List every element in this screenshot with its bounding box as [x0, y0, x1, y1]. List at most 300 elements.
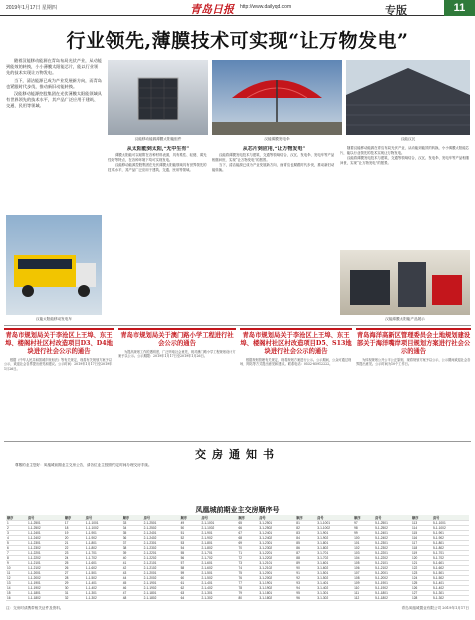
table-cell: 5-1-2501 [374, 521, 411, 526]
table-cell: 47 [122, 591, 143, 596]
table-cell: 4 [6, 536, 27, 541]
table-cell: 20 [64, 536, 85, 541]
table-cell: 34 [122, 526, 143, 531]
table-cell: 5-1-601 [432, 561, 469, 566]
table-header-cell: 顺序 [122, 515, 143, 521]
lead-paragraph: 当下，清洁能源已成为产业发展新方向，而青岛也紧跟时代步伐，推动新旧动能转换。 [6, 77, 102, 89]
table-cell: 1-1-502 [85, 576, 122, 581]
table-cell: 108 [353, 576, 374, 581]
table-cell: 5-1-802 [432, 546, 469, 551]
table-cell: 103 [353, 551, 374, 556]
table-cell: 3-1-401 [316, 581, 353, 586]
table-cell: 5-1-2101 [374, 561, 411, 566]
table-cell: 99 [353, 531, 374, 536]
table-cell: 5-1-602 [432, 566, 469, 571]
table-cell: 3-1-1001 [316, 521, 353, 526]
table-cell: 5-1-702 [432, 556, 469, 561]
main-headline: 行业领先,薄膜技术可实现“让万物发电” [66, 30, 409, 52]
table-cell: 30 [64, 586, 85, 591]
table-cell: 42 [122, 566, 143, 571]
table-cell: 59 [180, 571, 201, 576]
table-cell: 46 [122, 586, 143, 591]
table-cell: 3-1-2202 [258, 556, 295, 561]
body-paragraph: 汉能将薄膜发电技术与建筑、交通等领域结合，汉瓦、发电伞、发电车等产品相继问世，实现“让万物发电”的愿景。 [340, 156, 470, 165]
table-cell: 5-1-301 [432, 591, 469, 596]
table-cell: 1-1-2201 [27, 551, 64, 556]
body-column [340, 146, 470, 246]
table-cell: 11 [6, 571, 27, 576]
table-cell: 55 [180, 551, 201, 556]
table-cell: 17 [64, 521, 85, 526]
table-cell: 73 [237, 561, 258, 566]
table-cell: 3-1-2301 [258, 541, 295, 546]
table-cell: 3-1-2502 [258, 526, 295, 531]
table-cell: 1-1-402 [85, 586, 122, 591]
table-cell: 49 [180, 521, 201, 526]
table-cell: 25 [64, 561, 85, 566]
table-cell: 125 [411, 581, 432, 586]
notice-block [356, 328, 471, 436]
divider [4, 441, 471, 442]
table-cell: 109 [353, 581, 374, 586]
table-cell: 5-1-402 [432, 586, 469, 591]
table-cell: 120 [411, 556, 432, 561]
table-cell: 89 [295, 561, 316, 566]
table-cell: 76 [237, 576, 258, 581]
table-cell: 5-1-401 [432, 581, 469, 586]
table-cell: 28 [64, 576, 85, 581]
table-cell: 5-1-2002 [374, 576, 411, 581]
table-cell: 16 [6, 596, 27, 601]
table-cell: 106 [353, 566, 374, 571]
table-header-cell: 房号 [85, 515, 122, 521]
notice-title: 青岛海洋高新区管理委员会土地规划建设部关于海洋嘴岸项目规划方案进行社会公示的通告 [356, 332, 471, 355]
table-cell: 115 [411, 531, 432, 536]
footer-note: 注：交房时请携带相关证件及资料。 [6, 606, 64, 610]
table-cell: 92 [295, 576, 316, 581]
table-cell: 2-1-2302 [143, 546, 180, 551]
table-cell: 3-1-1901 [258, 581, 295, 586]
table-cell: 6 [6, 546, 27, 551]
table-cell: 64 [180, 596, 201, 601]
table-cell: 1-1-2002 [27, 576, 64, 581]
table-row [6, 596, 469, 601]
table-cell: 5-1-302 [432, 596, 469, 601]
table-cell: 2-1-1901 [143, 581, 180, 586]
table-cell: 74 [237, 566, 258, 571]
lead-column [6, 58, 102, 208]
table-cell: 114 [411, 526, 432, 531]
body-paragraph: 当下，清洁能源已成为产业发展新方向，而青岛也紧跟时代步伐，推动新旧动能转换。 [212, 163, 335, 172]
table-cell: 118 [411, 546, 432, 551]
table-cell: 87 [295, 551, 316, 556]
table-cell: 33 [122, 521, 143, 526]
table-cell: 2-1-901 [201, 531, 238, 536]
table-cell: 62 [180, 586, 201, 591]
table-cell: 8 [6, 556, 27, 561]
table-cell: 1-1-2101 [27, 561, 64, 566]
section-name: 专版 [385, 4, 407, 17]
solar-module-illustration [108, 60, 208, 135]
table-cell: 1-1-2402 [27, 536, 64, 541]
table-cell: 1 [6, 521, 27, 526]
table-cell: 5-1-2301 [374, 541, 411, 546]
table-cell: 2-1-2402 [143, 536, 180, 541]
table-cell: 80 [237, 596, 258, 601]
table-cell: 3-1-1002 [316, 526, 353, 531]
table-cell: 1-1-302 [85, 596, 122, 601]
table-cell: 1-1-1901 [27, 581, 64, 586]
table-cell: 14 [6, 586, 27, 591]
notice-title: 青岛市规划局关于李沧区上王埠、东王埠、楼阁村社区村改造项目D5、S13地块进行社会公示的通告 [240, 332, 352, 355]
table-cell: 5-1-801 [432, 541, 469, 546]
table-cell: 82 [295, 526, 316, 531]
table-cell: 5-1-501 [432, 571, 469, 576]
table-cell: 5-1-1802 [374, 596, 411, 601]
table-cell: 5-1-1901 [374, 581, 411, 586]
table-cell: 75 [237, 571, 258, 576]
table-cell: 22 [64, 546, 85, 551]
table-cell: 7 [6, 551, 27, 556]
table-cell: 2-1-501 [201, 571, 238, 576]
table-header-cell: 房号 [374, 515, 411, 521]
body-paragraph: 薄膜太阳能可以贴附在各种材料表面，具有柔性、轻便、弱光性好等特点，在各种环境下均可实现发电。 [108, 153, 207, 162]
notice-title: 青岛市规划局关于澳门路小学工程进行社会公示的通告 [120, 332, 234, 347]
notice-block [240, 328, 352, 436]
table-cell: 3-1-501 [316, 571, 353, 576]
table-cell: 5 [6, 541, 27, 546]
website-url[interactable]: http://www.dailyqd.com [240, 4, 292, 10]
table-cell: 5-1-701 [432, 551, 469, 556]
table-cell: 32 [64, 596, 85, 601]
table-cell: 1-1-901 [85, 531, 122, 536]
table-cell: 5-1-502 [432, 576, 469, 581]
table-cell: 2-1-1002 [201, 526, 238, 531]
jiaofang-intro-text: 尊敬的业主您好：凤凰城前期业主交房公告，请各位业主按照约定时间办理交房手续。 [15, 463, 152, 467]
table-cell: 2-1-401 [201, 581, 238, 586]
table-cell: 3-1-1801 [258, 591, 295, 596]
table-cell: 3-1-402 [316, 586, 353, 591]
table-cell: 3 [6, 531, 27, 536]
table-cell: 1-1-902 [85, 536, 122, 541]
body-paragraph: 汉能移动能源控股集团在光伏薄膜太阳能领域具有世界领先的技术水平，其产品广泛应用于建筑、交通、民用等领域。 [108, 163, 207, 172]
table-cell: 3-1-1802 [258, 596, 295, 601]
table-cell: 5-1-2402 [374, 536, 411, 541]
table-cell: 113 [411, 521, 432, 526]
table-cell: 1-1-1802 [27, 596, 64, 601]
table-cell: 31 [64, 591, 85, 596]
table-cell: 2-1-702 [201, 556, 238, 561]
roof-tile-illustration [346, 60, 470, 135]
table-cell: 54 [180, 546, 201, 551]
photo-caption: 汉能薄膜发电伞 [264, 137, 290, 141]
footer-issuer: 青岛凤凰城置业有限公司 2019年1月17日 [401, 606, 469, 610]
table-cell: 3-1-2401 [258, 531, 295, 536]
table-cell: 24 [64, 556, 85, 561]
section-subhead: 从芯片到应用,“让万物发电” [242, 146, 306, 152]
table-cell: 5-1-1001 [432, 521, 469, 526]
table-cell: 10 [6, 566, 27, 571]
table-cell: 3-1-702 [316, 556, 353, 561]
product-photo [340, 250, 470, 315]
lead-paragraph: 随着汉能移动能源在青岛布局光伏产业，从动能到能效的转换，小小薄膜太阳能芯片，能以行业领先的技术实现让万物发电。 [6, 58, 102, 76]
table-cell: 1-1-1902 [27, 586, 64, 591]
table-cell: 1-1-2001 [27, 571, 64, 576]
table-cell: 3-1-701 [316, 551, 353, 556]
table-cell: 119 [411, 551, 432, 556]
table-cell: 5-1-1902 [374, 586, 411, 591]
table-cell: 36 [122, 536, 143, 541]
table-header-cell: 房号 [316, 515, 353, 521]
table-cell: 78 [237, 586, 258, 591]
table-cell: 38 [122, 546, 143, 551]
table-cell: 1-1-2501 [27, 521, 64, 526]
table-cell: 2-1-301 [201, 591, 238, 596]
table-cell: 72 [237, 556, 258, 561]
table-cell: 94 [295, 586, 316, 591]
table-cell: 2-1-2201 [143, 551, 180, 556]
table-cell: 2-1-801 [201, 541, 238, 546]
table-cell: 112 [353, 596, 374, 601]
table-header-cell: 房号 [432, 515, 469, 521]
table-cell: 91 [295, 571, 316, 576]
table-cell: 2-1-602 [201, 566, 238, 571]
table-cell: 100 [353, 536, 374, 541]
table-cell: 3-1-602 [316, 566, 353, 571]
table-cell: 67 [237, 531, 258, 536]
table-cell: 13 [6, 581, 27, 586]
table-cell: 5-1-2302 [374, 546, 411, 551]
table-cell: 111 [353, 591, 374, 596]
table-cell: 1-1-2502 [27, 526, 64, 531]
table-cell: 128 [411, 596, 432, 601]
table-cell: 85 [295, 541, 316, 546]
body-paragraph: 汉能将薄膜发电技术与建筑、交通等领域结合，汉瓦、发电伞、发电车等产品相继问世，实现“让万物发电”的愿景。 [212, 153, 335, 162]
table-cell: 3-1-2102 [258, 566, 295, 571]
table-cell: 2-1-2501 [143, 521, 180, 526]
table-cell: 5-1-2102 [374, 566, 411, 571]
table-cell: 124 [411, 576, 432, 581]
table-cell: 71 [237, 551, 258, 556]
table-cell: 26 [64, 566, 85, 571]
table-cell: 3-1-2501 [258, 521, 295, 526]
table-cell: 1-1-702 [85, 556, 122, 561]
table-cell: 48 [122, 596, 143, 601]
table-cell: 66 [237, 526, 258, 531]
roof-tile-photo [346, 60, 470, 135]
table-header-cell: 顺序 [353, 515, 374, 521]
table-cell: 2-1-2102 [143, 566, 180, 571]
table-cell: 1-1-701 [85, 551, 122, 556]
table-cell: 5-1-902 [432, 536, 469, 541]
table-cell: 2-1-802 [201, 546, 238, 551]
table-header-cell: 房号 [258, 515, 295, 521]
product-illustration [340, 250, 470, 315]
table-cell: 79 [237, 591, 258, 596]
photo-caption: 汉能汉瓦 [400, 137, 416, 141]
table-cell: 1-1-1002 [85, 526, 122, 531]
table-cell: 3-1-301 [316, 591, 353, 596]
table-cell: 93 [295, 581, 316, 586]
photo-caption: 汉能太阳能移动发电车 [36, 317, 72, 321]
table-cell: 2-1-2502 [143, 526, 180, 531]
body-paragraph: 随着汉能移动能源在青岛布局光伏产业，从动能到能效的转换，小小薄膜太阳能芯片，能以行业领先的技术实现让万物发电。 [340, 146, 470, 155]
photo-caption: 汉能移动能源薄膜太阳能组件 [134, 137, 182, 141]
table-cell: 5-1-2201 [374, 551, 411, 556]
table-cell: 1-1-1801 [27, 591, 64, 596]
table-cell: 53 [180, 541, 201, 546]
table-cell: 2-1-601 [201, 561, 238, 566]
issue-date: 2019年1月17日 星期四 [6, 5, 57, 11]
table-cell: 2 [6, 526, 27, 531]
table-cell: 18 [64, 526, 85, 531]
table-cell: 3-1-2302 [258, 546, 295, 551]
table-header-cell: 顺序 [411, 515, 432, 521]
table-cell: 126 [411, 586, 432, 591]
table-cell: 3-1-1902 [258, 586, 295, 591]
umbrella-illustration [212, 60, 342, 135]
table-cell: 58 [180, 566, 201, 571]
table-cell: 68 [237, 536, 258, 541]
solar-module-photo [108, 60, 208, 135]
table-cell: 1-1-2102 [27, 566, 64, 571]
table-cell: 123 [411, 571, 432, 576]
table-cell: 19 [64, 531, 85, 536]
table-cell: 65 [237, 521, 258, 526]
handover-order-table [6, 515, 469, 601]
table-cell: 3-1-802 [316, 546, 353, 551]
table-cell: 5-1-2401 [374, 531, 411, 536]
table-cell: 117 [411, 541, 432, 546]
table-cell: 69 [237, 541, 258, 546]
table-cell: 2-1-2202 [143, 556, 180, 561]
table-cell: 1-1-802 [85, 546, 122, 551]
table-cell: 21 [64, 541, 85, 546]
table-cell: 52 [180, 536, 201, 541]
table-cell: 23 [64, 551, 85, 556]
table-cell: 3-1-302 [316, 596, 353, 601]
jiaofang-subtitle: 凤凰城前期业主交房顺序号 [195, 505, 280, 514]
table-cell: 101 [353, 541, 374, 546]
table-cell: 2-1-2001 [143, 571, 180, 576]
notice-block [118, 328, 236, 436]
table-cell: 98 [353, 526, 374, 531]
table-cell: 104 [353, 556, 374, 561]
table-cell: 2-1-302 [201, 596, 238, 601]
table-header-cell: 顺序 [6, 515, 27, 521]
table-cell: 2-1-902 [201, 536, 238, 541]
notice-text: 根据《中华人民共和国城乡规划法》等有关规定，现将有关规划方案予以公示，欢迎社会各界提出意见和建议。公示时间：2019年1月17日至2019年1月26日。 [4, 358, 113, 371]
divider [4, 325, 471, 326]
table-cell: 43 [122, 571, 143, 576]
section-subhead: 从太阳能到太阳,“无中生有” [126, 146, 190, 152]
table-cell: 116 [411, 536, 432, 541]
table-cell: 2-1-2301 [143, 541, 180, 546]
table-cell: 81 [295, 521, 316, 526]
table-cell: 39 [122, 551, 143, 556]
table-cell: 1-1-1001 [85, 521, 122, 526]
table-cell: 77 [237, 581, 258, 586]
table-cell: 51 [180, 531, 201, 536]
table-cell: 56 [180, 556, 201, 561]
table-cell: 2-1-1001 [201, 521, 238, 526]
table-cell: 86 [295, 546, 316, 551]
table-cell: 102 [353, 546, 374, 551]
table-cell: 121 [411, 561, 432, 566]
notice-text: 根据规划管理有关规定，现将规划方案进行公示。公示期间，公众可通过现场、网站等方式提出意见和建议。联系电话：0532-85912222。 [240, 358, 352, 367]
jiaofang-intro [8, 463, 468, 501]
table-cell: 35 [122, 531, 143, 536]
table-cell: 2-1-1801 [143, 591, 180, 596]
table-cell: 5-1-2202 [374, 556, 411, 561]
table-cell: 5-1-901 [432, 531, 469, 536]
table-cell: 107 [353, 571, 374, 576]
table-header-cell: 顺序 [180, 515, 201, 521]
newspaper-logo: 青岛日报 [190, 3, 234, 16]
table-cell: 70 [237, 546, 258, 551]
table-cell: 2-1-2101 [143, 561, 180, 566]
table-cell: 3-1-801 [316, 541, 353, 546]
notice-block [4, 328, 114, 436]
table-cell: 50 [180, 526, 201, 531]
table-cell: 5-1-2001 [374, 571, 411, 576]
photo-caption: 汉能薄膜太阳能产品展示 [385, 317, 425, 321]
table-cell: 37 [122, 541, 143, 546]
table-cell: 5-1-2502 [374, 526, 411, 531]
table-cell: 3-1-2101 [258, 561, 295, 566]
table-cell: 1-1-801 [85, 541, 122, 546]
table-cell: 83 [295, 531, 316, 536]
table-cell: 1-1-401 [85, 581, 122, 586]
table-cell: 3-1-2002 [258, 576, 295, 581]
table-cell: 105 [353, 561, 374, 566]
notice-text: 为提高规划工作的透明度，广泛听取社会意见，现对澳门路小学工程规划设计方案予以公示。公示期限：2019年1月17日至2019年1月26日。 [118, 350, 236, 359]
table-cell: 1-1-2401 [27, 531, 64, 536]
table-cell: 84 [295, 536, 316, 541]
table-cell: 5-1-1002 [432, 526, 469, 531]
table-cell: 96 [295, 596, 316, 601]
table-cell: 2-1-2401 [143, 531, 180, 536]
table-cell: 2-1-2002 [143, 576, 180, 581]
notice-body [356, 358, 471, 367]
table-cell: 3-1-502 [316, 576, 353, 581]
table-cell: 1-1-2202 [27, 556, 64, 561]
table-cell: 88 [295, 556, 316, 561]
table-cell: 1-1-2301 [27, 541, 64, 546]
table-cell: 41 [122, 561, 143, 566]
table-cell: 97 [353, 521, 374, 526]
table-cell: 2-1-1902 [143, 586, 180, 591]
body-column [108, 146, 208, 316]
table-cell: 1-1-2302 [27, 546, 64, 551]
table-cell: 29 [64, 581, 85, 586]
notice-text: 为体现规划公开公平公正原则，现将规划方案予以公示，公示期间欢迎社会各界提出意见。公示时间为10个工作日。 [356, 358, 471, 367]
table-cell: 95 [295, 591, 316, 596]
table-cell: 3-1-601 [316, 561, 353, 566]
table-cell: 5-1-1801 [374, 591, 411, 596]
table-cell: 3-1-902 [316, 536, 353, 541]
table-header-cell: 房号 [27, 515, 64, 521]
table-cell: 1-1-301 [85, 591, 122, 596]
notice-body [118, 350, 236, 359]
table-cell: 45 [122, 581, 143, 586]
table-cell: 2-1-701 [201, 551, 238, 556]
table-cell: 127 [411, 591, 432, 596]
jiaofang-title: 交房通知书 [195, 448, 280, 461]
table-cell: 1-1-501 [85, 571, 122, 576]
truck-illustration [6, 215, 102, 315]
notice-body [4, 358, 114, 371]
